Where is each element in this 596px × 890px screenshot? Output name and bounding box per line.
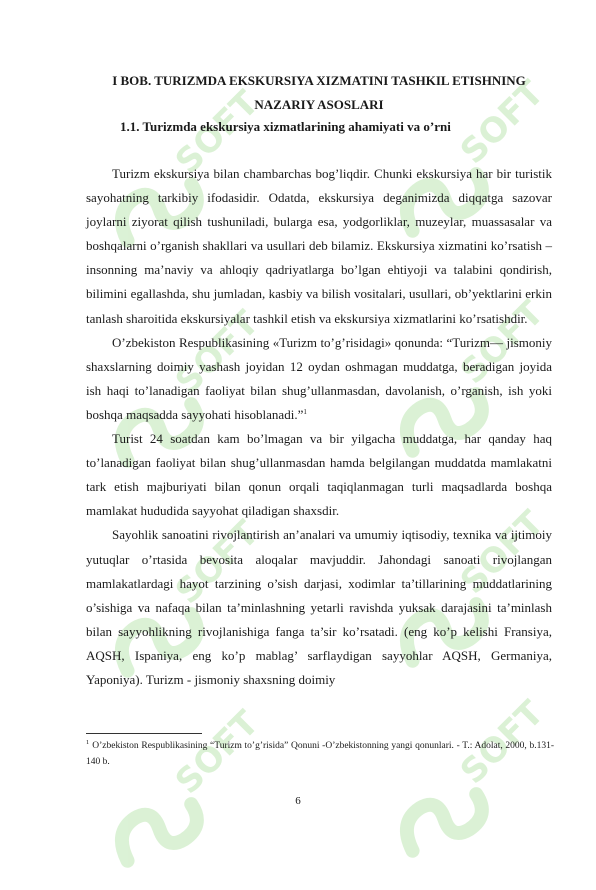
watermark-mark-icon [355,680,555,880]
watermark-logo [355,680,555,880]
section-title: 1.1. Turizmda ekskursiya xizmatlarining ahamiyati va o’rni [120,119,451,134]
svg-text:SOFT: SOFT [167,703,267,803]
footnote [86,738,554,770]
paragraph-4: Sayohlik sanoatini rivojlantirish an’analari va umumiy iqtisodiy, texnika va ijtimoiy yutuqlar o’rtasida bevosita aloqalar mavjuddir. Jahondagi sanoati rivojlangan mamlakatlardagi hayot tarzining o’sish darjasi, xodimlar ta’tillarining muddatlarining o’sishiga va nafaqa bilan ta’minlashning yetarli ravishda yuksak darajasini ta’minlash bilan sayyohlikning rivojlanishiga fanga ta’sir ko’rsatadi. (eng ko’p kelishi Fransiya, AQSH, Ispaniya, eng ko’p mablag’ sarflaydigan sayyohlar AQSH, Germaniya, Yaponiya). Turizm - jismoniy shaxsning doimiy [86,527,552,687]
body-text [86,162,552,692]
footnote-mark: 1 [86,739,90,746]
svg-text:SOFT: SOFT [167,513,267,613]
footnote-text: O’zbekiston Respublikasining “Turizm to’g’risida” Qonuni -O’zbekistonning yangi qonunlari. - T.: Adolat, 2000, b.131-140 b. [86,741,554,767]
svg-text:SOFT: SOFT [452,503,552,603]
svg-text:SOFT: SOFT [452,293,552,393]
watermark-logo [70,690,270,890]
paragraph-2 [86,331,552,427]
chapter-title: I BOB. TURIZMDA EKSKURSIYA XIZMATINI TASHKIL ETISHNING NAZARIY ASOSLARI [112,73,526,112]
svg-text:SOFT: SOFT [452,693,552,793]
footnote-separator [86,733,202,734]
svg-text:SOFT: SOFT [452,73,552,173]
svg-text:SOFT: SOFT [167,83,267,183]
svg-text:SOFT: SOFT [167,303,267,403]
paragraph-3: Turist 24 soatdan kam bo’lmagan va bir yilgacha muddatga, har qanday haq to’lanadigan faoliyat bilan shug’ullanmasdan hamda belgilangan muddatda mamlakatni tark etish majburiyati bilan qonun orqali taqiqlanmagan turli maqsadlarda boshqa mamlakat hududida sayyohat qiladigan shaxsdir. [86,431,552,519]
watermark-mark-icon [70,690,270,890]
paragraph-1: Turizm ekskursiya bilan chambarchas bog’liqdir. Chunki ekskursiya har bir turistik sayohatning tarkibiy ifodasidir. Odatda, ekskursiya deganimizda diqqatga sazovar joylarni ziyorat qilish tushuniladi, bularga esa, yodgorliklar, muzeylar, muassasalar va boshqalarni o’rganish shakllari va usullari deb bilamiz. Ekskursiya xizmatini ko’rsatish – insonning ma’naviy va ahloqiy qadriyatlarga bo’lgan ehtiyoji va talabini qondirish, bilimini egallashda, shu jumladan, kasbiy va bilish vositalari, usullari, ob’yektlarini erkin tanlash sharoitida ekskursiyalar tashkil etish va ekskursiya xizmatlarini ko’rsatishdir. [86,166,552,326]
footnote-reference[interactable]: 1 [303,407,307,416]
paragraph-2-text: O’zbekiston Respublikasining «Turizm to’g’risidagi» qonunda: “Turizm— jismoniy shaxslarning doimiy yashash joyidan 12 oydan oshmagan muddatga, beradigan joyida ish haqi to’lanadigan faoliyat bilan shug’ullanmasdan, davolanish, o’rganish, ish yoki boshqa maqsadda sayyohati hisoblanadi.” [86,334,552,422]
page-number: 6 [295,795,301,807]
